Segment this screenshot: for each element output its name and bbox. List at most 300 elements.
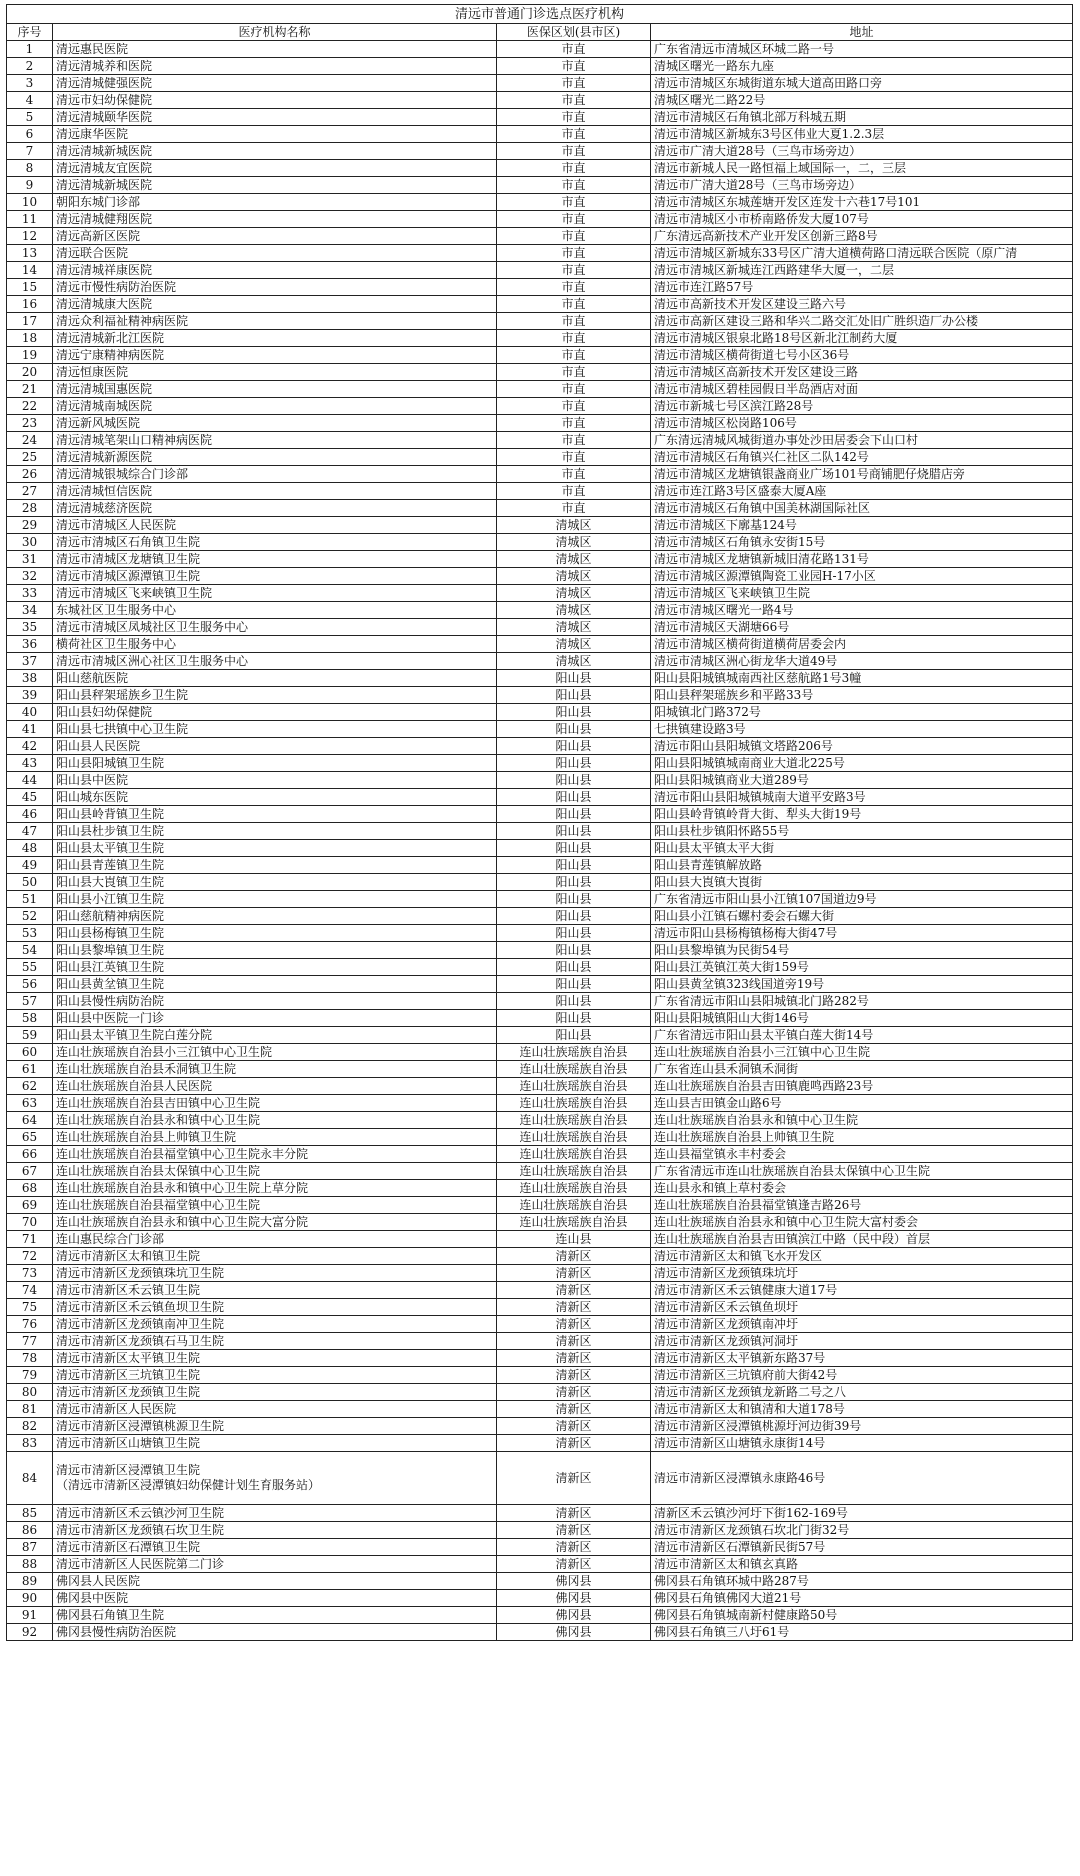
institution-name: 清远市清新区太和镇卫生院 <box>53 1248 497 1265</box>
institution-name: 连山壮族瑶族自治县上帅镇卫生院 <box>53 1129 497 1146</box>
district: 清新区 <box>497 1248 651 1265</box>
institution-name: 阳山县七拱镇中心卫生院 <box>53 721 497 738</box>
address: 清远市广清大道28号（三鸟市场旁边） <box>651 177 1073 194</box>
table-row <box>7 483 1073 500</box>
institution-name: 阳山县小江镇卫生院 <box>53 891 497 908</box>
institution-name: 清远市清新区龙颈镇南冲卫生院 <box>53 1316 497 1333</box>
district: 阳山县 <box>497 721 651 738</box>
institution-name: 清远市清新区三坑镇卫生院 <box>53 1367 497 1384</box>
address: 清远市清城区天湖塘66号 <box>651 619 1073 636</box>
institution-name: 清远清城祥康医院 <box>53 262 497 279</box>
address: 清远市阳山县阳城镇文塔路206号 <box>651 738 1073 755</box>
table-row <box>7 534 1073 551</box>
row-number: 24 <box>7 432 53 449</box>
table-row <box>7 228 1073 245</box>
table-row <box>7 636 1073 653</box>
header-row <box>7 24 1073 41</box>
table-row <box>7 41 1073 58</box>
district: 连山壮族瑶族自治县 <box>497 1197 651 1214</box>
address: 佛冈县石角镇三八圩61号 <box>651 1624 1073 1641</box>
row-number: 36 <box>7 636 53 653</box>
table-row <box>7 857 1073 874</box>
address: 连山县吉田镇金山路6号 <box>651 1095 1073 1112</box>
title-row <box>7 5 1073 24</box>
address: 阳山县青莲镇解放路 <box>651 857 1073 874</box>
institution-name: 东城社区卫生服务中心 <box>53 602 497 619</box>
table-row <box>7 92 1073 109</box>
table-row <box>7 500 1073 517</box>
institution-name: 佛冈县人民医院 <box>53 1573 497 1590</box>
district: 市直 <box>497 143 651 160</box>
address: 清远市清新区石潭镇新民街57号 <box>651 1539 1073 1556</box>
row-number: 46 <box>7 806 53 823</box>
table-row <box>7 1180 1073 1197</box>
row-number: 15 <box>7 279 53 296</box>
table-row <box>7 1573 1073 1590</box>
district: 清城区 <box>497 551 651 568</box>
table-row <box>7 364 1073 381</box>
table-row <box>7 551 1073 568</box>
row-number: 58 <box>7 1010 53 1027</box>
table-row <box>7 1163 1073 1180</box>
institution-name: 连山壮族瑶族自治县福堂镇中心卫生院 <box>53 1197 497 1214</box>
row-number: 4 <box>7 92 53 109</box>
table-row <box>7 1522 1073 1539</box>
institution-name: 清远众利福祉精神病医院 <box>53 313 497 330</box>
address: 阳山县太平镇太平大街 <box>651 840 1073 857</box>
district: 市直 <box>497 483 651 500</box>
address: 清远市清新区龙颈镇河洞圩 <box>651 1333 1073 1350</box>
district: 阳山县 <box>497 670 651 687</box>
institution-name: 连山壮族瑶族自治县永和镇中心卫生院 <box>53 1112 497 1129</box>
row-number: 41 <box>7 721 53 738</box>
address: 清远市清城区小市桥南路侨发大厦107号 <box>651 211 1073 228</box>
row-number: 48 <box>7 840 53 857</box>
table-row <box>7 1333 1073 1350</box>
row-number: 67 <box>7 1163 53 1180</box>
institution-name: 阳山县大崀镇卫生院 <box>53 874 497 891</box>
table-row <box>7 245 1073 262</box>
address: 清远市清城区银泉北路18号区新北江制药大厦 <box>651 330 1073 347</box>
table-row <box>7 1078 1073 1095</box>
table-row <box>7 1248 1073 1265</box>
district: 阳山县 <box>497 840 651 857</box>
address: 佛冈县石角镇佛冈大道21号 <box>651 1590 1073 1607</box>
row-number: 60 <box>7 1044 53 1061</box>
header-seq: 序号 <box>7 24 53 41</box>
row-number: 74 <box>7 1282 53 1299</box>
address: 清远市清新区龙颈镇龙新路二号之八 <box>651 1384 1073 1401</box>
table-row <box>7 1539 1073 1556</box>
row-number: 9 <box>7 177 53 194</box>
address: 清远市高新区建设三路和华兴二路交汇处旧广胜织造厂办公楼 <box>651 313 1073 330</box>
row-number: 12 <box>7 228 53 245</box>
institution-name: 连山壮族瑶族自治县吉田镇中心卫生院 <box>53 1095 497 1112</box>
row-number: 39 <box>7 687 53 704</box>
institution-table <box>6 4 1073 1641</box>
address: 清城区曙光二路22号 <box>651 92 1073 109</box>
table-row <box>7 1624 1073 1641</box>
institution-name: 清远清城颐华医院 <box>53 109 497 126</box>
address: 阳山县阳城镇城南商业大道北225号 <box>651 755 1073 772</box>
institution-name: 连山壮族瑶族自治县永和镇中心卫生院大富分院 <box>53 1214 497 1231</box>
institution-name: 阳山县杜步镇卫生院 <box>53 823 497 840</box>
district: 清新区 <box>497 1435 651 1452</box>
row-number: 47 <box>7 823 53 840</box>
table-row <box>7 1061 1073 1078</box>
institution-name: 清远清城慈济医院 <box>53 500 497 517</box>
district: 清新区 <box>497 1505 651 1522</box>
table-row <box>7 313 1073 330</box>
institution-name: 佛冈县慢性病防治医院 <box>53 1624 497 1641</box>
district: 连山县 <box>497 1231 651 1248</box>
table-row <box>7 1607 1073 1624</box>
row-number: 69 <box>7 1197 53 1214</box>
row-number: 54 <box>7 942 53 959</box>
row-number: 44 <box>7 772 53 789</box>
address: 佛冈县石角镇环城中路287号 <box>651 1573 1073 1590</box>
district: 清新区 <box>497 1333 651 1350</box>
district: 阳山县 <box>497 925 651 942</box>
table-row <box>7 1590 1073 1607</box>
row-number: 70 <box>7 1214 53 1231</box>
address: 连山壮族瑶族自治县吉田镇鹿鸣西路23号 <box>651 1078 1073 1095</box>
district: 清城区 <box>497 534 651 551</box>
row-number: 66 <box>7 1146 53 1163</box>
header-name: 医疗机构名称 <box>53 24 497 41</box>
row-number: 37 <box>7 653 53 670</box>
address: 清远市清城区石角镇永安街15号 <box>651 534 1073 551</box>
address: 清远市阳山县阳城镇城南大道平安路3号 <box>651 789 1073 806</box>
institution-name: 阳山县慢性病防治院 <box>53 993 497 1010</box>
row-number: 89 <box>7 1573 53 1590</box>
address: 广东清远高新技术产业开发区创新三路8号 <box>651 228 1073 245</box>
address: 连山壮族瑶族自治县福堂镇逢吉路26号 <box>651 1197 1073 1214</box>
row-number: 90 <box>7 1590 53 1607</box>
district: 阳山县 <box>497 823 651 840</box>
table-row <box>7 126 1073 143</box>
district: 市直 <box>497 75 651 92</box>
row-number: 49 <box>7 857 53 874</box>
row-number: 82 <box>7 1418 53 1435</box>
table-row <box>7 1282 1073 1299</box>
institution-name: 连山壮族瑶族自治县人民医院 <box>53 1078 497 1095</box>
address: 清远市清城区东城莲塘开发区连发十六巷17号101 <box>651 194 1073 211</box>
table-row <box>7 891 1073 908</box>
district: 连山壮族瑶族自治县 <box>497 1078 651 1095</box>
institution-name: 阳山县黎埠镇卫生院 <box>53 942 497 959</box>
address: 阳山县小江镇石螺村委会石螺大街 <box>651 908 1073 925</box>
district: 阳山县 <box>497 1010 651 1027</box>
district: 清新区 <box>497 1401 651 1418</box>
district: 阳山县 <box>497 908 651 925</box>
institution-name: 清远清城康大医院 <box>53 296 497 313</box>
district: 阳山县 <box>497 755 651 772</box>
table-row <box>7 177 1073 194</box>
address: 阳山县岭背镇岭背大街、犁头大街19号 <box>651 806 1073 823</box>
table-row <box>7 738 1073 755</box>
row-number: 42 <box>7 738 53 755</box>
table-row <box>7 806 1073 823</box>
address: 清远市清新区龙颈镇南冲圩 <box>651 1316 1073 1333</box>
address: 清远市清新区太和镇飞水开发区 <box>651 1248 1073 1265</box>
address: 清远市清新区浸潭镇桃源圩河边街39号 <box>651 1418 1073 1435</box>
institution-name: 清远清城新城医院 <box>53 143 497 160</box>
row-number: 57 <box>7 993 53 1010</box>
row-number: 75 <box>7 1299 53 1316</box>
row-number: 88 <box>7 1556 53 1573</box>
institution-name: 阳山县青莲镇卫生院 <box>53 857 497 874</box>
row-number: 61 <box>7 1061 53 1078</box>
table-row <box>7 279 1073 296</box>
row-number: 29 <box>7 517 53 534</box>
row-number: 87 <box>7 1539 53 1556</box>
table-row <box>7 1299 1073 1316</box>
address: 清远市清城区松岗路106号 <box>651 415 1073 432</box>
institution-name: 清远康华医院 <box>53 126 497 143</box>
table-row <box>7 296 1073 313</box>
table-row <box>7 449 1073 466</box>
institution-name: 清远市清新区龙颈镇石马卫生院 <box>53 1333 497 1350</box>
address: 广东清远清城风城街道办事处沙田居委会下山口村 <box>651 432 1073 449</box>
district: 阳山县 <box>497 891 651 908</box>
row-number: 31 <box>7 551 53 568</box>
row-number: 45 <box>7 789 53 806</box>
row-number: 22 <box>7 398 53 415</box>
row-number: 28 <box>7 500 53 517</box>
row-number: 20 <box>7 364 53 381</box>
row-number: 5 <box>7 109 53 126</box>
district: 清新区 <box>497 1522 651 1539</box>
district: 清新区 <box>497 1539 651 1556</box>
institution-name: 清远恒康医院 <box>53 364 497 381</box>
district: 市直 <box>497 160 651 177</box>
address: 连山县永和镇上草村委会 <box>651 1180 1073 1197</box>
institution-name: 清远市慢性病防治医院 <box>53 279 497 296</box>
institution-name: 阳山县岭背镇卫生院 <box>53 806 497 823</box>
institution-name: 连山壮族瑶族自治县禾洞镇卫生院 <box>53 1061 497 1078</box>
institution-name: 清远清城南城医院 <box>53 398 497 415</box>
institution-name: 阳山城东医院 <box>53 789 497 806</box>
institution-name: 清远市清新区人民医院第二门诊 <box>53 1556 497 1573</box>
district: 市直 <box>497 262 651 279</box>
row-number: 16 <box>7 296 53 313</box>
district: 阳山县 <box>497 993 651 1010</box>
address: 阳山县秤架瑶族乡和平路33号 <box>651 687 1073 704</box>
address: 连山壮族瑶族自治县吉田镇滨江中路（民中段）首层 <box>651 1231 1073 1248</box>
address: 清远市清新区太平镇新东路37号 <box>651 1350 1073 1367</box>
district: 市直 <box>497 381 651 398</box>
district: 清城区 <box>497 585 651 602</box>
table-row <box>7 75 1073 92</box>
table-row <box>7 1367 1073 1384</box>
address: 阳山县阳城镇阳山大街146号 <box>651 1010 1073 1027</box>
institution-name: 连山惠民综合门诊部 <box>53 1231 497 1248</box>
table-row <box>7 1401 1073 1418</box>
institution-name: 清远市清新区石潭镇卫生院 <box>53 1539 497 1556</box>
address: 清远市清城区龙塘镇新城旧清花路131号 <box>651 551 1073 568</box>
institution-name: 清远新风城医院 <box>53 415 497 432</box>
table-row <box>7 1146 1073 1163</box>
table-row <box>7 1095 1073 1112</box>
table-row <box>7 840 1073 857</box>
address: 清远市清城区高新技术开发区建设三路 <box>651 364 1073 381</box>
table-row <box>7 1112 1073 1129</box>
district: 市直 <box>497 313 651 330</box>
address: 清远市清城区石角镇北部万科城五期 <box>651 109 1073 126</box>
table-row <box>7 1418 1073 1435</box>
institution-name: 连山壮族瑶族自治县小三江镇中心卫生院 <box>53 1044 497 1061</box>
table-row <box>7 466 1073 483</box>
district: 市直 <box>497 126 651 143</box>
institution-name: 连山壮族瑶族自治县福堂镇中心卫生院永丰分院 <box>53 1146 497 1163</box>
table-row <box>7 347 1073 364</box>
address: 清远市新城人民一路恒福上域国际一，二，三层 <box>651 160 1073 177</box>
institution-name: 清远宁康精神病医院 <box>53 347 497 364</box>
table-row <box>7 1316 1073 1333</box>
table-row <box>7 670 1073 687</box>
row-number: 17 <box>7 313 53 330</box>
row-number: 79 <box>7 1367 53 1384</box>
address: 阳山县杜步镇阳怀路55号 <box>651 823 1073 840</box>
address: 清远市清城区龙塘镇银盏商业广场101号商铺肥仔烧腊店旁 <box>651 466 1073 483</box>
institution-name: 清远市清新区禾云镇鱼坝卫生院 <box>53 1299 497 1316</box>
institution-name: 清远清城恒信医院 <box>53 483 497 500</box>
institution-name: 清远市清新区人民医院 <box>53 1401 497 1418</box>
district: 市直 <box>497 245 651 262</box>
district: 连山壮族瑶族自治县 <box>497 1214 651 1231</box>
row-number: 76 <box>7 1316 53 1333</box>
table-row <box>7 1265 1073 1282</box>
address: 阳城镇北门路372号 <box>651 704 1073 721</box>
table-row <box>7 143 1073 160</box>
institution-name: 清远清城健强医院 <box>53 75 497 92</box>
district: 阳山县 <box>497 857 651 874</box>
district: 连山壮族瑶族自治县 <box>497 1112 651 1129</box>
address: 清远市清城区东城街道东城大道高田路口旁 <box>651 75 1073 92</box>
institution-name: 清远市清城区洲心社区卫生服务中心 <box>53 653 497 670</box>
district: 阳山县 <box>497 1027 651 1044</box>
row-number: 62 <box>7 1078 53 1095</box>
row-number: 7 <box>7 143 53 160</box>
institution-name: 阳山县杨梅镇卫生院 <box>53 925 497 942</box>
row-number: 40 <box>7 704 53 721</box>
institution-name: 清远市清城区源潭镇卫生院 <box>53 568 497 585</box>
institution-name: 清远清城国惠医院 <box>53 381 497 398</box>
table-row <box>7 58 1073 75</box>
district: 清新区 <box>497 1452 651 1505</box>
district: 清新区 <box>497 1367 651 1384</box>
district: 阳山县 <box>497 976 651 993</box>
row-number: 2 <box>7 58 53 75</box>
row-number: 51 <box>7 891 53 908</box>
district: 阳山县 <box>497 738 651 755</box>
address: 清城区曙光一路东九座 <box>651 58 1073 75</box>
institution-name: 清远市清新区浸潭镇桃源卫生院 <box>53 1418 497 1435</box>
table-row <box>7 160 1073 177</box>
address: 清远市清新区三坑镇府前大街42号 <box>651 1367 1073 1384</box>
row-number: 3 <box>7 75 53 92</box>
district: 连山壮族瑶族自治县 <box>497 1163 651 1180</box>
institution-name: 阳山县中医院 <box>53 772 497 789</box>
institution-name: 清远清城笔架山口精神病医院 <box>53 432 497 449</box>
address: 广东省清远市阳山县小江镇107国道边9号 <box>651 891 1073 908</box>
table-row <box>7 1214 1073 1231</box>
district: 阳山县 <box>497 874 651 891</box>
row-number: 59 <box>7 1027 53 1044</box>
address: 广东省清远市阳山县阳城镇北门路282号 <box>651 993 1073 1010</box>
district: 清新区 <box>497 1350 651 1367</box>
address: 清远市清城区新城东3号区伟业大夏1.2.3层 <box>651 126 1073 143</box>
district: 市直 <box>497 177 651 194</box>
institution-name: 清远市清新区禾云镇沙河卫生院 <box>53 1505 497 1522</box>
district: 清新区 <box>497 1282 651 1299</box>
table-row <box>7 942 1073 959</box>
table-row <box>7 1231 1073 1248</box>
institution-name-line: 清远市清新区浸潭镇卫生院 <box>56 1463 201 1477</box>
row-number: 83 <box>7 1435 53 1452</box>
institution-name: 阳山县妇幼保健院 <box>53 704 497 721</box>
address: 七拱镇建设路3号 <box>651 721 1073 738</box>
address: 阳山县黎埠镇为民街54号 <box>651 942 1073 959</box>
district: 佛冈县 <box>497 1624 651 1641</box>
institution-name: 清远清城友宜医院 <box>53 160 497 177</box>
institution-name: 清远市清城区龙塘镇卫生院 <box>53 551 497 568</box>
table-row <box>7 925 1073 942</box>
institution-name: 清远清城新北江医院 <box>53 330 497 347</box>
row-number: 8 <box>7 160 53 177</box>
row-number: 11 <box>7 211 53 228</box>
row-number: 50 <box>7 874 53 891</box>
row-number: 21 <box>7 381 53 398</box>
address: 清远市清城区新城东33号区广清大道横荷路口清远联合医院（原广清 <box>651 245 1073 262</box>
district: 清新区 <box>497 1418 651 1435</box>
address: 清远市清城区下廓基124号 <box>651 517 1073 534</box>
table-row <box>7 721 1073 738</box>
address: 阳山县阳城镇商业大道289号 <box>651 772 1073 789</box>
row-number: 85 <box>7 1505 53 1522</box>
address: 清远市高新技术开发区建设三路六号 <box>651 296 1073 313</box>
table-row <box>7 568 1073 585</box>
district: 清城区 <box>497 568 651 585</box>
address: 清新区禾云镇沙河圩下街162-169号 <box>651 1505 1073 1522</box>
institution-name: 清远清城银城综合门诊部 <box>53 466 497 483</box>
address: 清远市清新区山塘镇永康街14号 <box>651 1435 1073 1452</box>
address: 广东省清远市阳山县太平镇白莲大街14号 <box>651 1027 1073 1044</box>
row-number: 77 <box>7 1333 53 1350</box>
district: 阳山县 <box>497 772 651 789</box>
table-row <box>7 874 1073 891</box>
row-number: 91 <box>7 1607 53 1624</box>
address: 清远市清城区源潭镇陶瓷工业园H-17小区 <box>651 568 1073 585</box>
address: 清远市清城区石角镇兴仁社区二队142号 <box>651 449 1073 466</box>
table-row <box>7 789 1073 806</box>
institution-name: 清远市清新区龙颈镇卫生院 <box>53 1384 497 1401</box>
institution-name: 清远联合医院 <box>53 245 497 262</box>
institution-name: 连山壮族瑶族自治县永和镇中心卫生院上草分院 <box>53 1180 497 1197</box>
table-row <box>7 687 1073 704</box>
row-number: 34 <box>7 602 53 619</box>
district: 市直 <box>497 398 651 415</box>
district: 阳山县 <box>497 789 651 806</box>
table-row <box>7 194 1073 211</box>
district: 阳山县 <box>497 806 651 823</box>
row-number: 65 <box>7 1129 53 1146</box>
row-number: 14 <box>7 262 53 279</box>
address: 阳山县阳城镇城南西社区慈航路1号3幢 <box>651 670 1073 687</box>
district: 市直 <box>497 364 651 381</box>
institution-name: 清远市清新区龙颈镇石坎卫生院 <box>53 1522 497 1539</box>
